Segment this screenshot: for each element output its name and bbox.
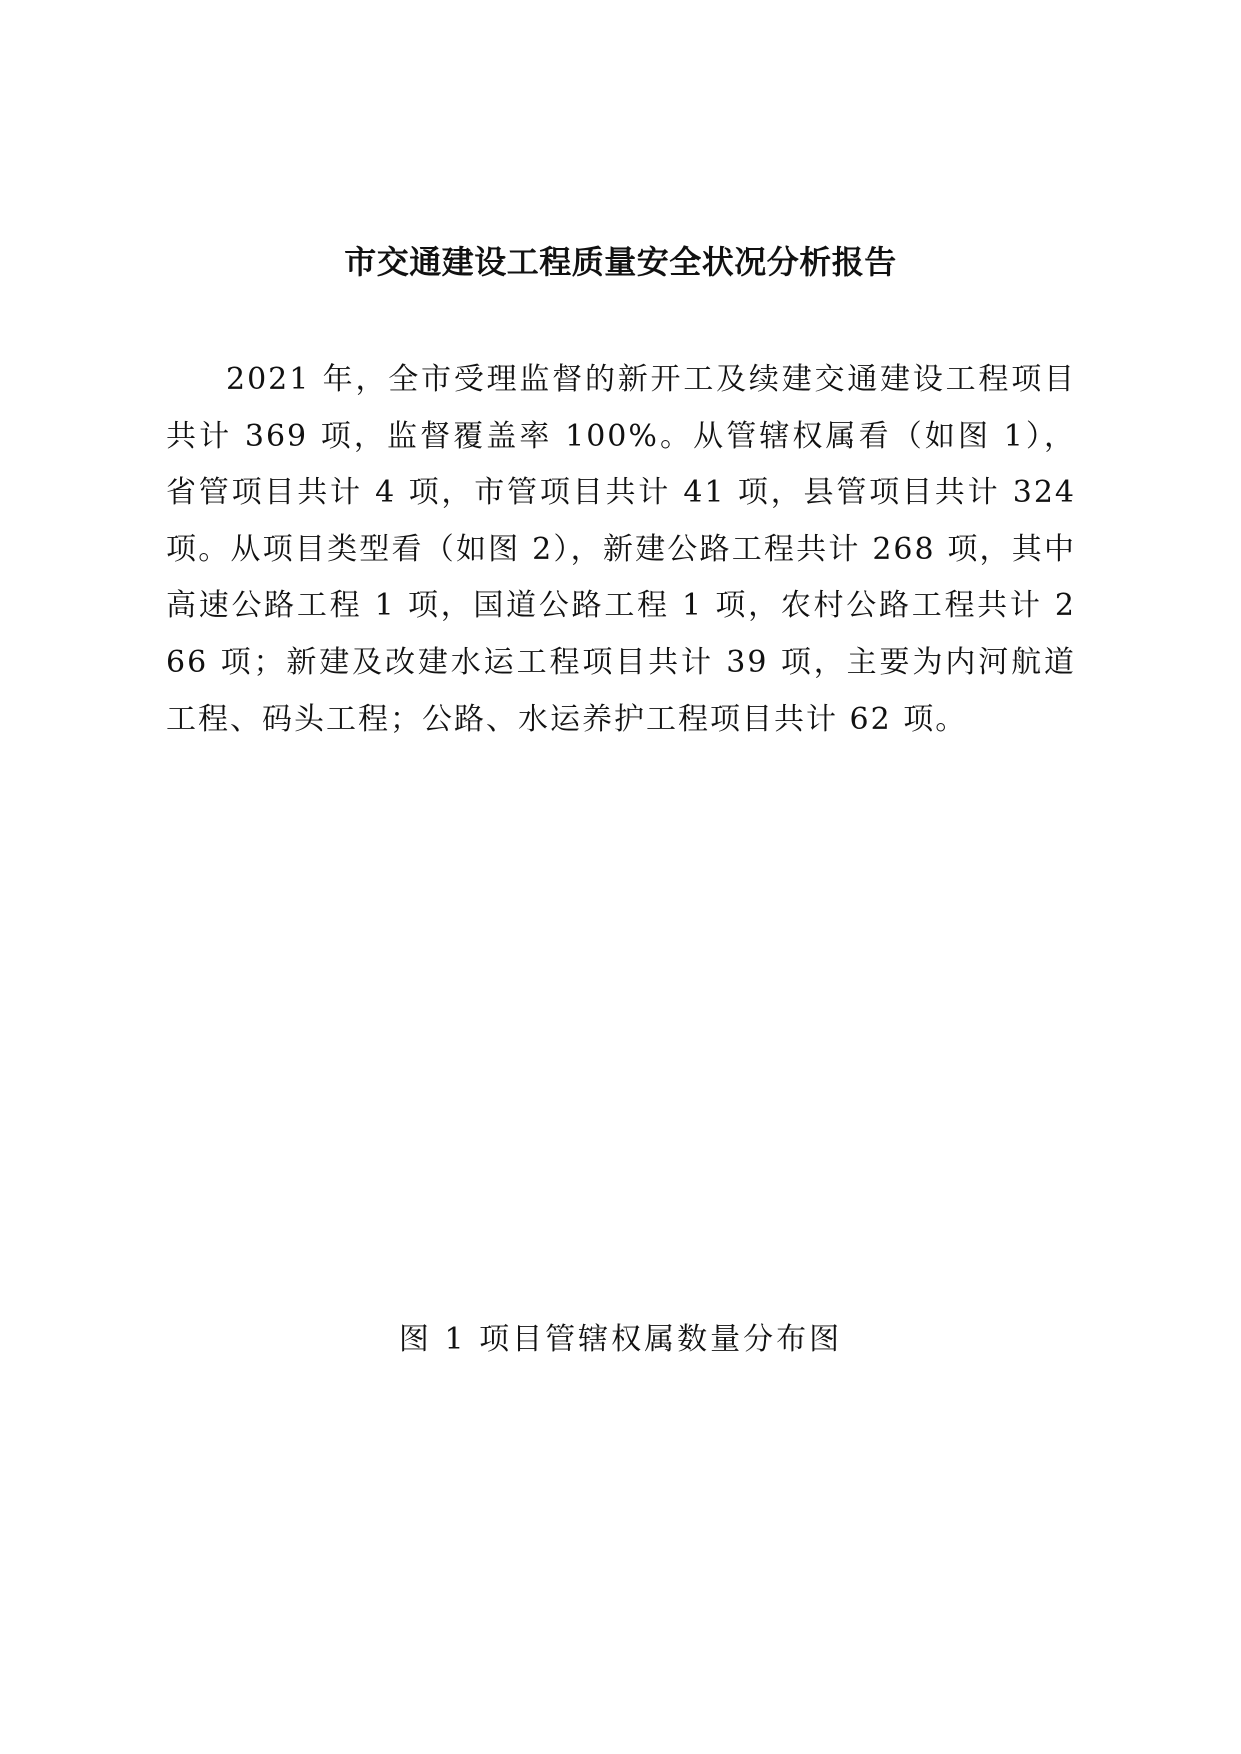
document-title: 市交通建设工程质量安全状况分析报告 xyxy=(344,243,897,281)
body-paragraph: 2021 年，全市受理监督的新开工及续建交通建设工程项目共计 369 项，监督覆盖率 100%。从管辖权属看（如图 1），省管项目共计 4 项，市管项目共计 41 项，县管项目共计 324 项。从项目类型看（如图 2），新建公路工程共计 268 项，其中高速公路工程 1 项，国道公路工程 1 项，农村公路工程共计 266 项；新建及改建水运工程项目共计 39 项，主要为内河航道工程、码头工程；公路、水运养护工程项目共计 62 项。 xyxy=(166,362,1076,737)
figure-1-caption: 图 1 项目管辖权属数量分布图 xyxy=(398,1322,843,1357)
